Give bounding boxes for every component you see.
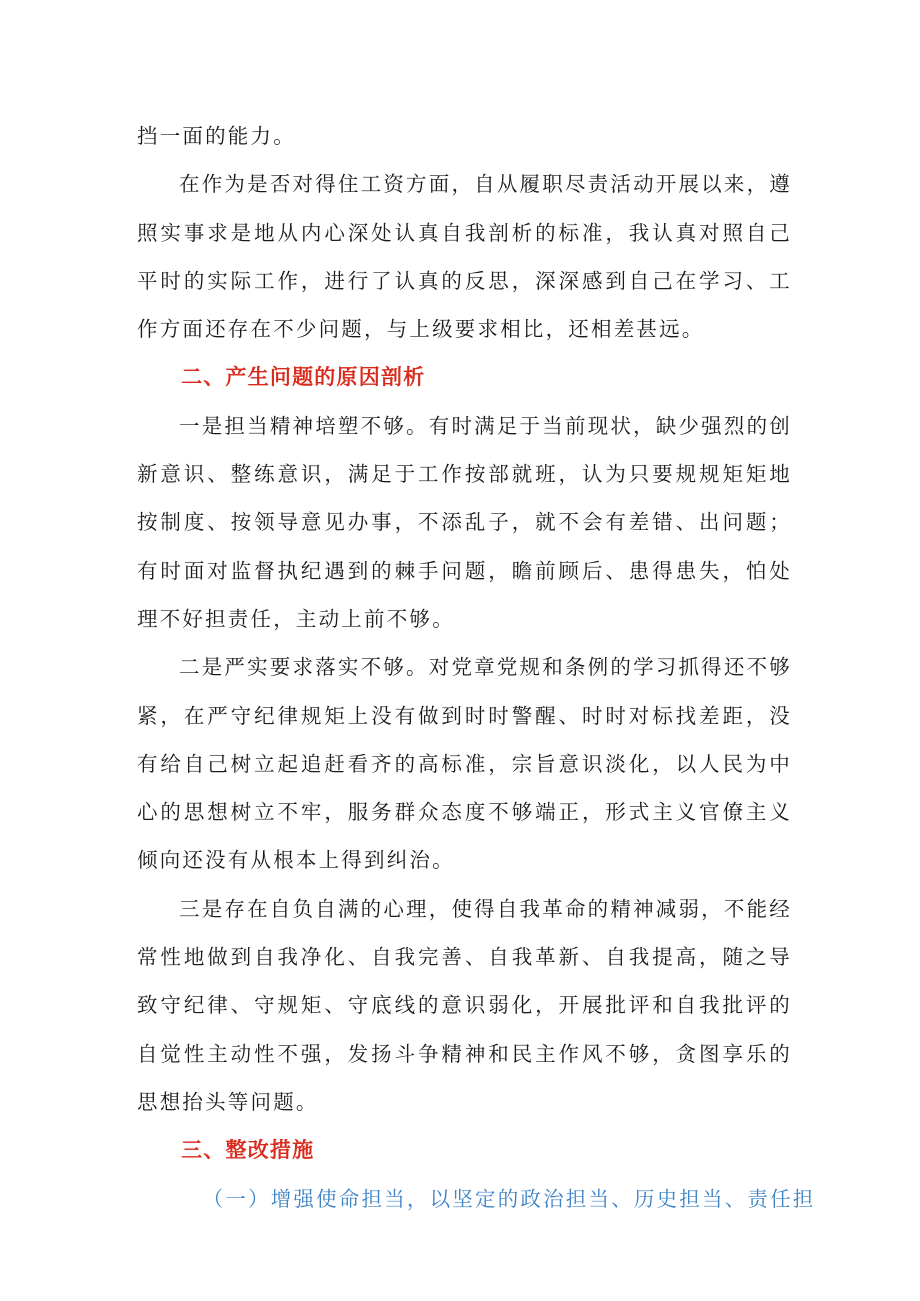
section-heading-measures: 三、整改措施	[181, 1138, 315, 1163]
document-body	[137, 112, 816, 1223]
paragraph-cause-3: 三是存在自负自满的心理，使得自我革命的精神减弱，不能经常性地做到自我净化、自我完善、自我革新、自我提高，随之导致守纪律、守规矩、守底线的意识弱化，开展批评和自我批评的自觉性主动性不强，发扬斗争精神和民主作风不够，贪图享乐的思想抬头等问题。	[137, 896, 792, 1114]
section-heading-causes: 二、产生问题的原因剖析	[181, 365, 426, 390]
paragraph-cause-2: 二是严实要求落实不够。对党章党规和条例的学习抓得还不够紧，在严守纪律规矩上没有做到时时警醒、时时对标找差距，没有给自己树立起追赶看齐的高标准，宗旨意识淡化，以人民为中心的思想树立不牢，服务群众态度不够端正，形式主义官僚主义倾向还没有从根本上得到纠治。	[137, 655, 792, 873]
subsection-heading-1: （一）增强使命担当，以坚定的政治担当、历史担当、责任担	[202, 1186, 816, 1211]
paragraph-intro-tail: 挡一面的能力。	[137, 124, 296, 148]
paragraph-cause-1: 一是担当精神培塑不够。有时满足于当前现状，缺少强烈的创新意识、整练意识，满足于工作按部就班，认为只要规规矩矩地按制度、按领导意见办事，不添乱子，就不会有差错、出问题；有时面对监督执纪遇到的棘手问题，瞻前顾后、患得患失，怕处理不好担责任，主动上前不够。	[137, 413, 792, 631]
paragraph-salary-reflection: 在作为是否对得住工资方面，自从履职尽责活动开展以来，遵照实事求是地从内心深处认真自我剖析的标准，我认真对照自己平时的实际工作，进行了认真的反思，深深感到自己在学习、工作方面还存在不少问题，与上级要求相比，还相差甚远。	[137, 172, 792, 342]
